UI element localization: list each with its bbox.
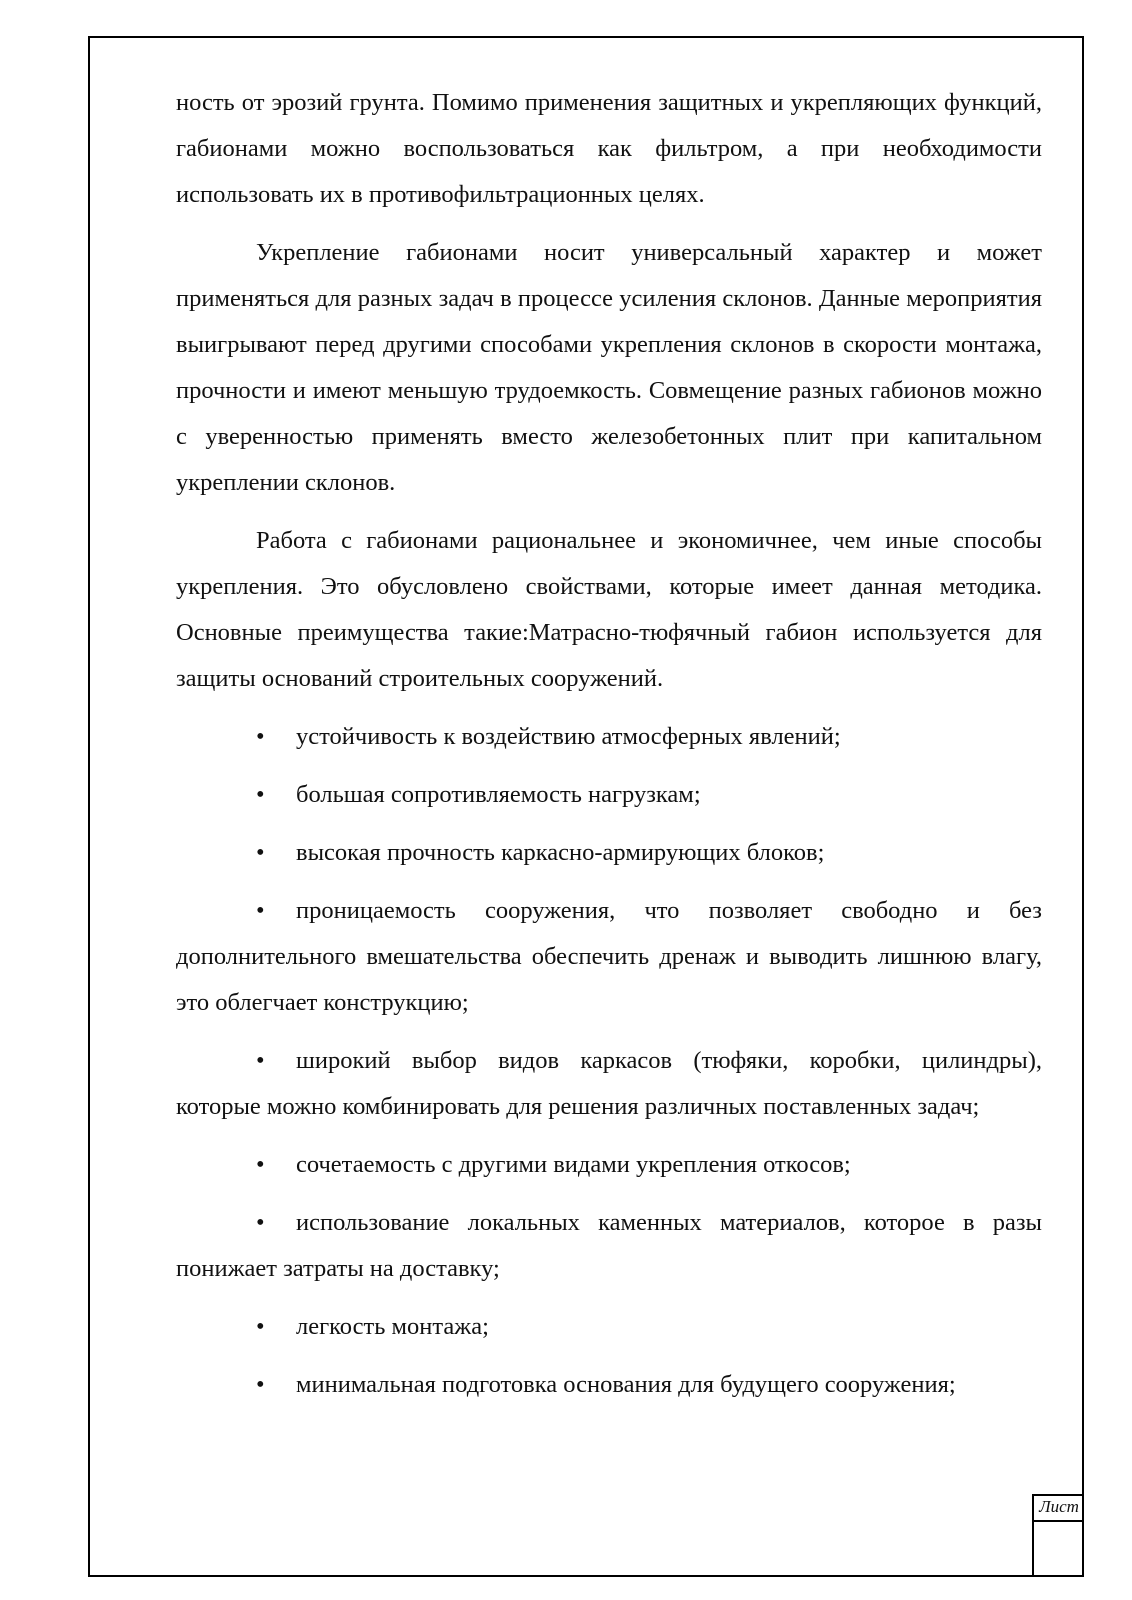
list-item-text: использование локальных каменных материалов, которое в разы понижает затраты на доставку; <box>176 1209 1042 1282</box>
list-item <box>176 1038 1042 1130</box>
document-body <box>176 80 1042 1420</box>
bullet-icon: • <box>256 1209 265 1236</box>
sheet-number <box>1034 1522 1084 1575</box>
bullet-icon: • <box>256 897 265 924</box>
list-item <box>176 1304 1042 1350</box>
advantages-list <box>176 714 1042 1408</box>
bullet-icon: • <box>256 781 265 808</box>
paragraph-continuation: ность от эрозий грунта. Помимо применения защитных и укрепляющих функций, габионами можно воспользоваться как фильтром, а при необходимости использовать их в противофильтрационных целях. <box>176 89 1042 208</box>
sheet-number-box <box>1032 1494 1084 1577</box>
list-item <box>176 1200 1042 1292</box>
sheet-label: Лист <box>1034 1494 1084 1522</box>
bullet-icon: • <box>256 723 265 750</box>
bullet-icon: • <box>256 1313 265 1340</box>
list-item-text: устойчивость к воздействию атмосферных явлений; <box>296 723 841 750</box>
list-item-text: большая сопротивляемость нагрузкам; <box>296 781 701 808</box>
paragraph-universal-character: Укрепление габионами носит универсальный характер и может применяться для разных задач в процессе усиления склонов. Данные мероприятия выигрывают перед другими способами укрепления склонов в скорости монтажа, прочности и имеют меньшую трудоемкость. Совмещение разных габионов можно с уверенностью применять вместо железобетонных плит при капитальном укреплении склонов. <box>176 239 1042 496</box>
bullet-icon: • <box>256 839 265 866</box>
list-item-text: высокая прочность каркасно-армирующих блоков; <box>296 839 825 866</box>
paragraph-advantages-intro: Работа с габионами рациональнее и экономичнее, чем иные способы укрепления. Это обусловлено свойствами, которые имеет данная методика. Основные преимущества такие:Матрасно-тюфячный габион используется для защиты оснований строительных сооружений. <box>176 527 1042 692</box>
list-item <box>176 1142 1042 1188</box>
list-item-text: широкий выбор видов каркасов (тюфяки, коробки, цилиндры), которые можно комбинировать для решения различных поставленных задач; <box>176 1047 1042 1120</box>
list-item <box>176 714 1042 760</box>
bullet-icon: • <box>256 1151 265 1178</box>
list-item <box>176 1362 1042 1408</box>
list-item-text: минимальная подготовка основания для будущего сооружения; <box>296 1371 956 1398</box>
bullet-icon: • <box>256 1047 265 1074</box>
list-item-text: сочетаемость с другими видами укрепления откосов; <box>296 1151 851 1178</box>
list-item <box>176 830 1042 876</box>
list-item-text: легкость монтажа; <box>296 1313 489 1340</box>
list-item-text: проницаемость сооружения, что позволяет свободно и без дополнительного вмешательства обеспечить дренаж и выводить лишнюю влагу, это облегчает конструкцию; <box>176 897 1042 1016</box>
bullet-icon: • <box>256 1371 265 1398</box>
list-item <box>176 772 1042 818</box>
list-item <box>176 888 1042 1026</box>
